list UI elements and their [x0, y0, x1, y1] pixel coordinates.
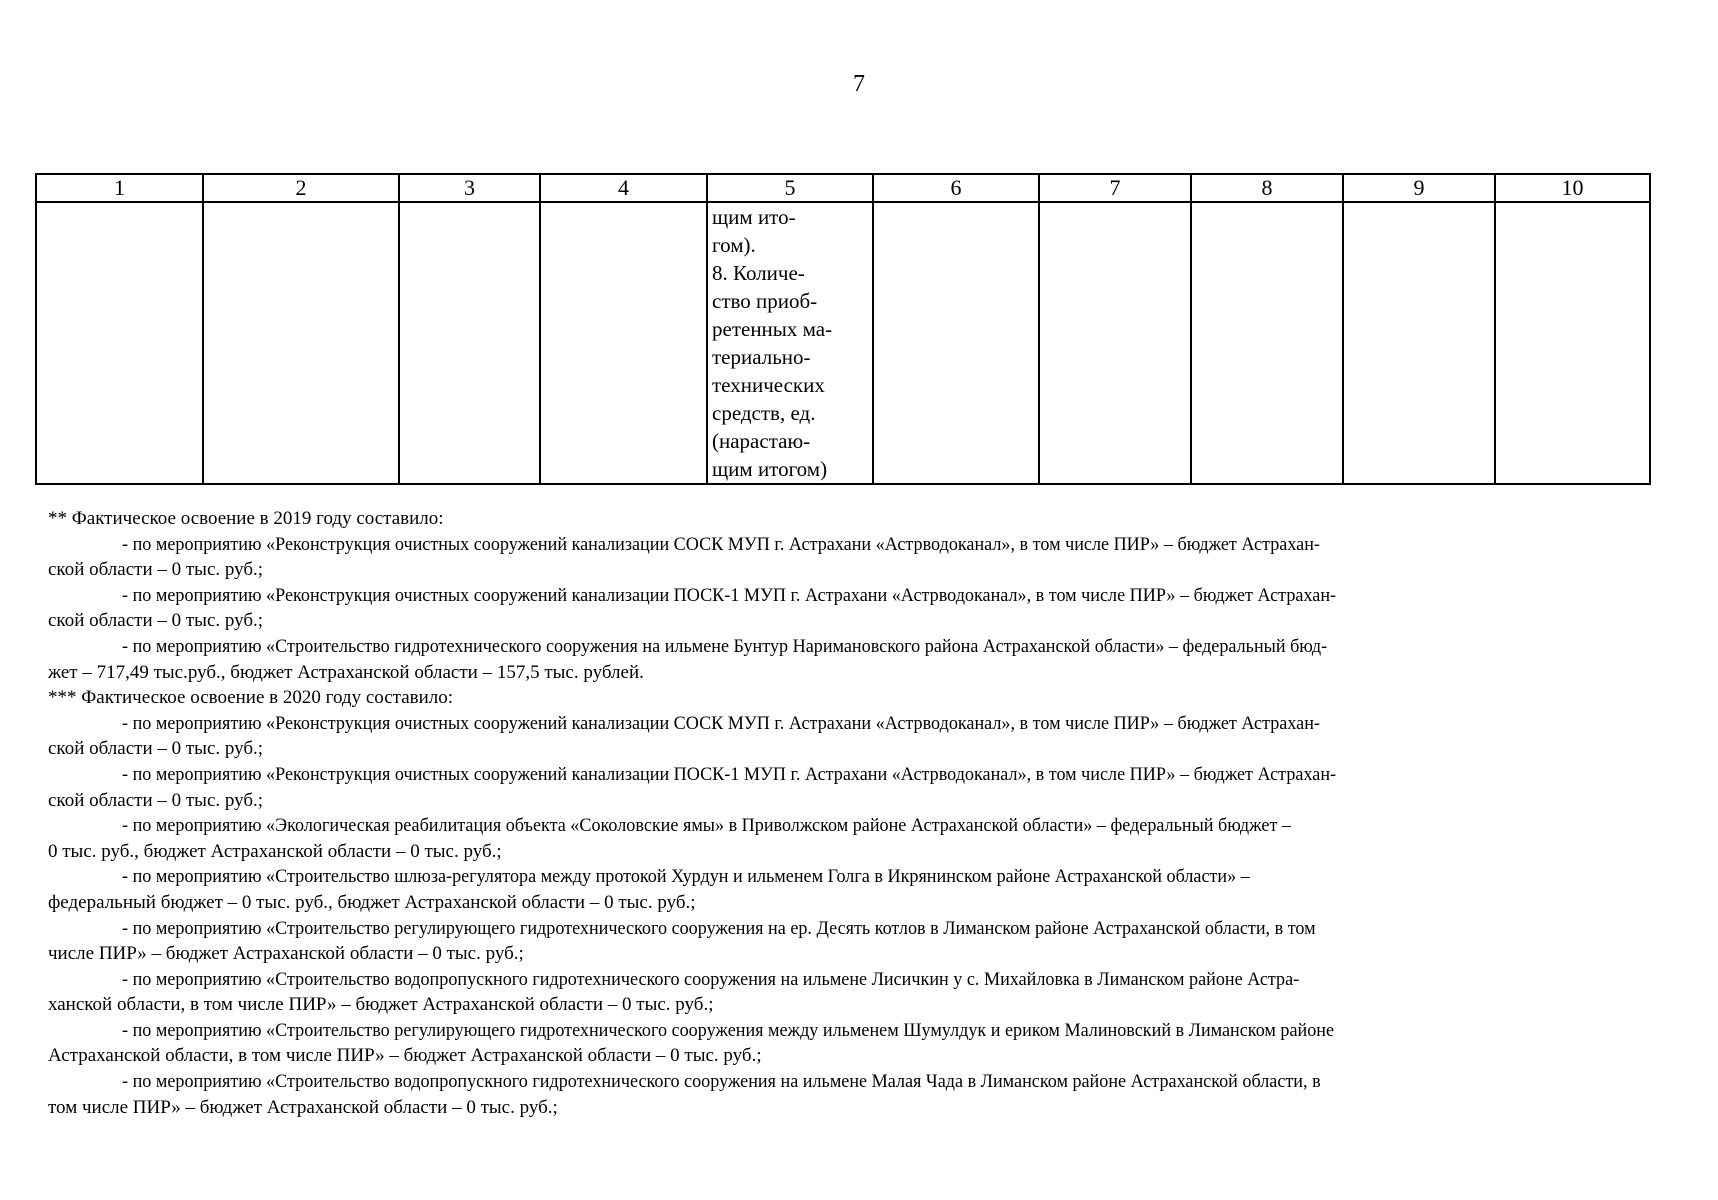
footnote-item-line-cont: ханской области, в том числе ПИР» – бюджет Астраханской области – 0 тыс. руб.; [48, 994, 714, 1016]
footnote-item-line-cont: жет – 717,49 тыс.руб., бюджет Астраханской области – 157,5 тыс. рублей. [48, 661, 644, 683]
table-row [36, 202, 1650, 484]
table-cell [36, 202, 203, 484]
indicator-line: ство приоб- [712, 289, 818, 313]
table-header-cell: 10 [1495, 174, 1650, 202]
footnote-item-line-cont: числе ПИР» – бюджет Астраханской области – 0 тыс. руб.; [48, 943, 524, 965]
footnote-item-line-first: - по мероприятию «Экологическая реабилитация объекта «Соколовские ямы» в Приволжском районе Астраханской области» – федеральный бюджет – [122, 815, 1291, 837]
table-cell-indicator [707, 202, 873, 484]
page-number: 7 [853, 71, 865, 97]
footnote-item-line-cont: ской области – 0 тыс. руб.; [48, 738, 264, 760]
table-cell [540, 202, 707, 484]
footnote-item [48, 762, 1672, 813]
footnote-item [48, 532, 1672, 583]
footnote-item-line-first: - по мероприятию «Строительство водопропускного гидротехнического сооружения на ильмене Лисичкин у с. Михайловка в Лиманском районе Астра- [122, 968, 1300, 990]
table-cell [203, 202, 399, 484]
footnote-item-line-first: - по мероприятию «Строительство регулирующего гидротехнического сооружения между ильменем Шумулдук и ериком Малиновский в Лиманском районе [122, 1019, 1335, 1041]
footnote-item [48, 813, 1672, 864]
table-header-cell: 3 [399, 174, 540, 202]
footnote-item [48, 634, 1672, 685]
footnote-item [48, 583, 1672, 634]
footnote-item [48, 967, 1672, 1018]
footnote-item-line-cont: Астраханской области, в том числе ПИР» – бюджет Астраханской области – 0 тыс. руб.; [48, 1045, 762, 1067]
table-header-cell: 9 [1343, 174, 1495, 202]
footnote-item [48, 1069, 1672, 1120]
footnote-item-line-first: - по мероприятию «Реконструкция очистных сооружений канализации ПОСК-1 МУП г. Астрахани «Астрводоканал», в том числе ПИР» – бюджет Астрахан- [122, 763, 1337, 785]
footnote-2019-items [48, 532, 1672, 686]
table-cell [1343, 202, 1495, 484]
indicator-line: териально- [712, 345, 811, 369]
indicator-line: гом). [712, 233, 756, 257]
indicator-line: щим ито- [712, 205, 796, 229]
table-header-row [36, 174, 1650, 202]
footnote-item-line-first: - по мероприятию «Реконструкция очистных сооружений канализации СОСК МУП г. Астрахани «Астрводоканал», в том числе ПИР» – бюджет Астрахан- [122, 533, 1320, 555]
table-header-cell: 6 [873, 174, 1039, 202]
table-header-cell: 5 [707, 174, 873, 202]
footnote-2019-title: ** Фактическое освоение в 2019 году составило: [48, 508, 444, 529]
table-header-cell: 7 [1039, 174, 1191, 202]
footnote-item-line-cont: ской области – 0 тыс. руб.; [48, 789, 264, 811]
footnote-item-line-first: - по мероприятию «Строительство шлюза-регулятора между протокой Хурдун и ильменем Голга в Икрянинском районе Астраханской области» – [122, 866, 1250, 888]
footnote-item-line-first: - по мероприятию «Строительство регулирующего гидротехнического сооружения на ер. Десять котлов в Лиманском районе Астраханской области, в том [122, 917, 1316, 939]
footnote-item-line-cont: том числе ПИР» – бюджет Астраханской области – 0 тыс. руб.; [48, 1096, 558, 1118]
indicator-line: средств, ед. [712, 401, 816, 425]
indicator-line: (нарастаю- [712, 429, 811, 453]
table-header-cell: 2 [203, 174, 399, 202]
table-cell [399, 202, 540, 484]
indicator-text [712, 203, 868, 483]
table-cell [1191, 202, 1343, 484]
footnote-2020-title: *** Фактическое освоение в 2020 году составило: [48, 687, 454, 709]
footnote-item [48, 711, 1672, 762]
table-cell [873, 202, 1039, 484]
footnote-item [48, 864, 1672, 915]
indicator-line: щим итогом) [712, 457, 828, 481]
indicator-line: технических [712, 373, 825, 397]
footnote-item-line-first: - по мероприятию «Реконструкция очистных сооружений канализации ПОСК-1 МУП г. Астрахани «Астрводоканал», в том числе ПИР» – бюджет Астрахан- [122, 584, 1337, 606]
footnote-item-line-cont: ской области – 0 тыс. руб.; [48, 610, 264, 632]
footnote-item [48, 1018, 1672, 1069]
table-cell [1495, 202, 1650, 484]
footnote-item-line-cont: федеральный бюджет – 0 тыс. руб., бюджет Астраханской области – 0 тыс. руб.; [48, 891, 696, 913]
indicator-line: 8. Количе- [712, 261, 805, 285]
data-table [35, 173, 1651, 485]
footnotes [48, 506, 1672, 1120]
footnote-item-line-first: - по мероприятию «Строительство гидротехнического сооружения на ильмене Бунтур Наримановского района Астраханской области» – федеральный бюд- [122, 635, 1328, 657]
table-header-cell: 1 [36, 174, 203, 202]
table-cell [1039, 202, 1191, 484]
indicator-line: ретенных ма- [712, 317, 833, 341]
footnote-item-line-cont: ской области – 0 тыс. руб.; [48, 559, 264, 581]
footnote-2020-items [48, 711, 1672, 1121]
footnote-item-line-first: - по мероприятию «Строительство водопропускного гидротехнического сооружения на ильмене Малая Чада в Лиманском районе Астраханской области, в [122, 1071, 1321, 1093]
table-header-cell: 4 [540, 174, 707, 202]
footnote-item-line-first: - по мероприятию «Реконструкция очистных сооружений канализации СОСК МУП г. Астрахани «Астрводоканал», в том числе ПИР» – бюджет Астрахан- [122, 712, 1320, 734]
table-header-cell: 8 [1191, 174, 1343, 202]
footnote-item-line-cont: 0 тыс. руб., бюджет Астраханской области – 0 тыс. руб.; [48, 840, 502, 862]
footnote-item [48, 916, 1672, 967]
